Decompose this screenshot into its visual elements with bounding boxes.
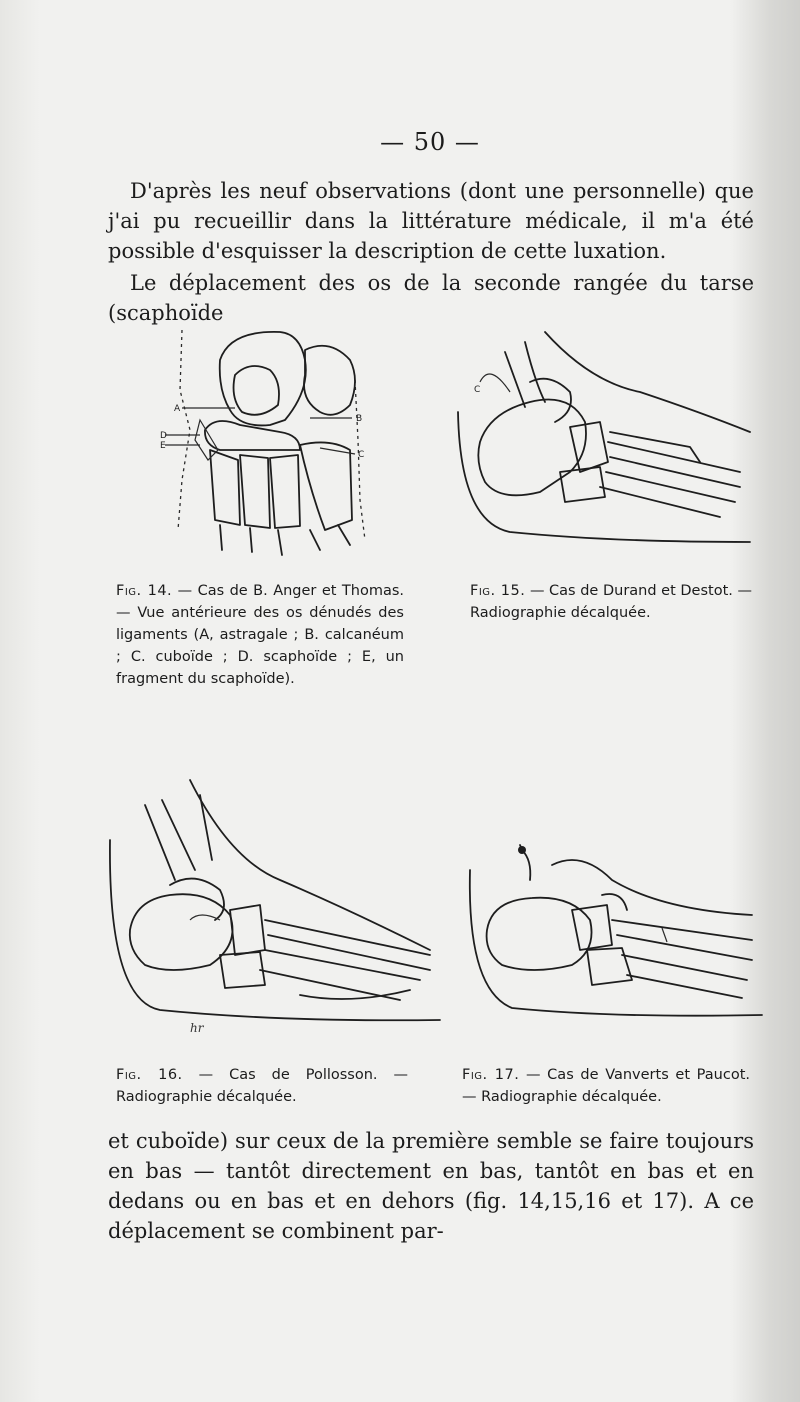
caption-14-label: Fig. 14. [116, 583, 173, 599]
caption-17-label: Fig. 17. [462, 1067, 520, 1083]
label-d: D [160, 431, 167, 441]
engraver-signature-16: hr [190, 1021, 204, 1035]
label-e: E [160, 441, 166, 451]
label-c: C [358, 450, 365, 460]
paragraph-continuation: et cuboïde) sur ceux de la première semble se faire toujours en bas — tantôt directement en bas, tantôt en bas et en dedans ou en bas et en dehors (fig. 14,15,16 et 17). A ce déplacement se combinent par- [108, 1129, 754, 1243]
figure-15-drawing [450, 322, 750, 557]
paragraph-intro: D'après les neuf observations (dont une personnelle) que j'ai pu recueillir dans la littérature médicale, il m'a été possible d'esquisser la description de cette luxation. [108, 179, 754, 263]
fig15-label-c: C [474, 385, 481, 395]
caption-14-text: — Cas de B. Anger et Thomas. — Vue antérieure des os dénudés des ligaments (A, astragale ; B. calcanéum ; C. cuboïde ; D. scaphoïde ; E, un fragment du scaphoïde). [116, 583, 404, 687]
figure-17-drawing [462, 840, 762, 1040]
paragraph-displacement: Le déplacement des os de la seconde rangée du tarse (scaphoïde [108, 271, 754, 325]
figure-15 [450, 322, 750, 557]
caption-figure-17 [462, 1064, 750, 1108]
caption-15-label: Fig. 15. [470, 583, 526, 599]
figure-14 [160, 320, 390, 565]
label-b: B [356, 414, 363, 424]
label-a: A [174, 404, 181, 414]
figure-16 [100, 770, 440, 1040]
caption-15-text: — Cas de Durand et Destot. — Radiographie décalquée. [470, 583, 752, 621]
caption-figure-16 [116, 1064, 408, 1108]
figure-16-drawing [100, 770, 440, 1040]
caption-17-text: — Cas de Vanverts et Paucot. — Radiographie décalquée. [462, 1067, 750, 1105]
figure-14-drawing [160, 320, 390, 565]
caption-figure-15 [470, 580, 752, 624]
figure-17 [462, 840, 762, 1040]
caption-16-label: Fig. 16. [116, 1067, 183, 1083]
page-number: — 50 — [380, 128, 480, 156]
caption-16-text: — Cas de Pollosson. — Radiographie décalquée. [116, 1067, 408, 1105]
caption-figure-14 [116, 580, 404, 690]
